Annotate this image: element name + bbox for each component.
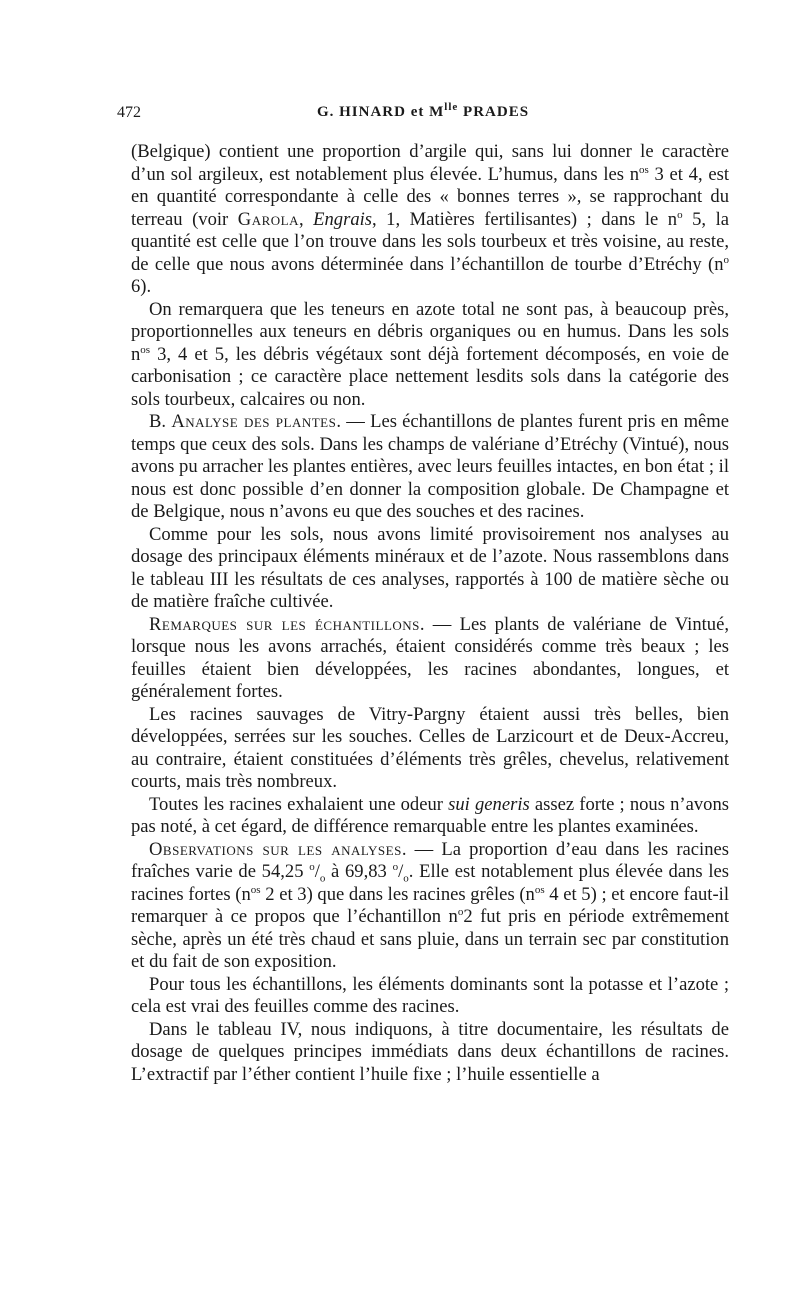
paragraph: Pour tous les échantillons, les éléments dominants sont la potasse et l’azote ; cela est vrai des feuilles comme des racines. bbox=[131, 973, 729, 1017]
paragraph: Observations sur les analyses. — La proportion d’eau dans les racines fraîches varie de 54,25 $^o/_o$ à 69,83 $^o/_o$. Elle est notablement plus élevée dans les racines fortes ($n^{os}$ 2 et 3) que dans les racines grêles ($n^{os}$ 4 et 5) ; et encore faut-il remarquer à ce propos que l’échantillon $n^o2$ fut pris en période extrêmement sèche, après un été très chaud et sans pluie, dans un terrain sec par constitution et du fait de son exposition. bbox=[131, 838, 729, 972]
paragraph: (Belgique) contient une proportion d’argile qui, sans lui donner le caractère d’un sol argileux, est notablement plus élevée. L’humus, dans les $n^{os}$ 3 et 4, est en quantité correspondante à celle des « bonnes terres », se rapprochant du terreau (voir Garola, Engrais, 1, Matières fertilisantes) ; dans le $n^o$ 5, la quantité est celle que l’on trouve dans les sols tourbeux et très voisine, au reste, de celle que nous avons déterminée dans l’échantillon de tourbe d’Etréchy ($n^o$ 6). bbox=[131, 141, 729, 297]
paragraph: Dans le tableau IV, nous indiquons, à titre documentaire, les résultats de dosage de quelques principes immédiats dans deux échantillons de racines. L’extractif par l’éther contient l’huile fixe ; l’huile essentielle a bbox=[131, 1018, 729, 1085]
paragraph: Remarques sur les échantillons. — Les plants de valériane de Vintué, lorsque nous les avons arrachés, étaient considérés comme très beaux ; les feuilles étaient bien développées, les racines abondantes, longues, et généralement fortes. bbox=[131, 613, 729, 702]
paragraph: Comme pour les sols, nous avons limité provisoirement nos analyses au dosage des principaux éléments minéraux et de l’azote. Nous rassemblons dans le tableau III les résultats de ces analyses, rapportés à 100 de matière sèche ou de matière fraîche cultivée. bbox=[131, 523, 729, 612]
paragraph: On remarquera que les teneurs en azote total ne sont pas, à beaucoup près, proportionnelles aux teneurs en débris organiques ou en humus. Dans les sols $n^{os}$ 3, 4 et 5, les débris végétaux sont déjà fortement décomposés, en voie de carbonisation ; ce caractère place nettement lesdits sols dans la catégorie des sols tourbeux, calcaires ou non. bbox=[131, 298, 729, 410]
paragraph: Les racines sauvages de Vitry-Pargny étaient aussi très belles, bien développées, serrées sur les souches. Celles de Larzicourt et de Deux-Accreu, au contraire, étaient constituées d’éléments très grêles, chevelus, relativement courts, mais très nombreux. bbox=[131, 703, 729, 792]
paragraph: B. Analyse des plantes. — Les échantillons de plantes furent pris en même temps que ceux des sols. Dans les champs de valériane d’Etréchy (Vintué), nous avons pu arracher les plantes entières, avec leurs feuilles intactes, en bon état ; il nous est donc possible d’en donner la composition globale. De Champagne et de Belgique, nous n’avons eu que des souches et des racines. bbox=[131, 411, 730, 522]
page-header bbox=[117, 101, 729, 130]
body-text bbox=[131, 141, 729, 1086]
page-number: 472 bbox=[117, 104, 141, 121]
paragraph: Toutes les racines exhalaient une odeur sui generis assez forte ; nous n’avons pas noté, à cet égard, de différence remarquable entre les plantes examinées. bbox=[131, 793, 729, 837]
running-head: G. HINARD et $M^{lle}$ PRADES bbox=[316, 101, 530, 120]
